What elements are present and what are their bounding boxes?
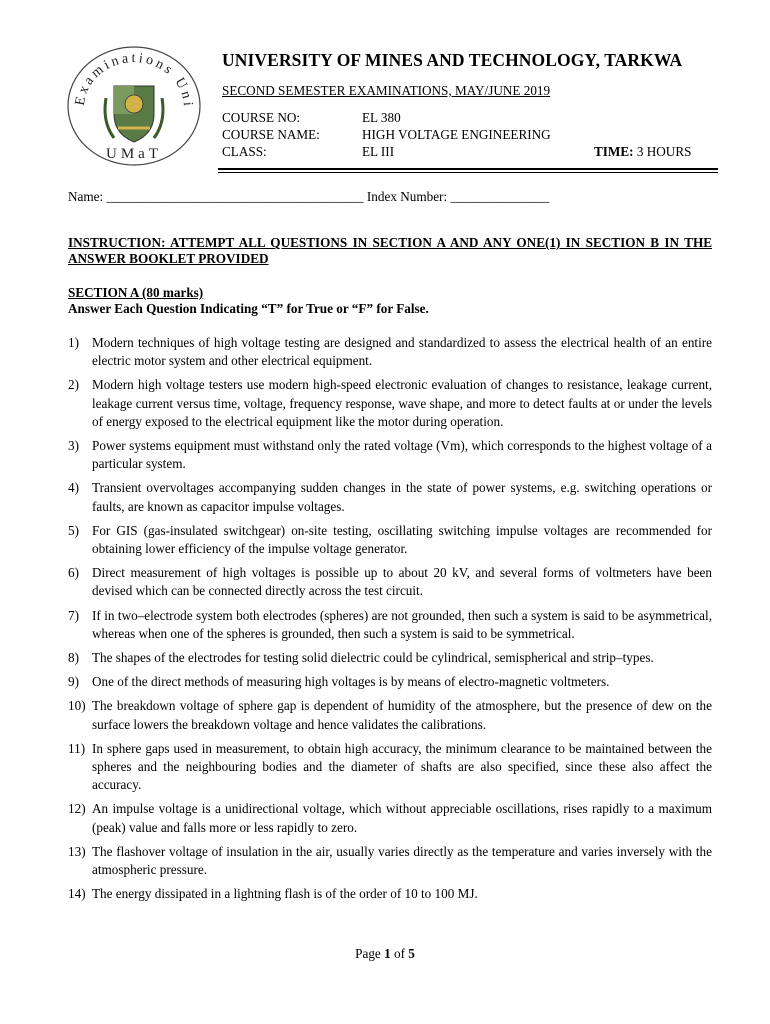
question-number: 11) [68, 740, 86, 756]
question-text: One of the direct methods of measuring high voltages is by means of electro-magnetic voltmeters. [92, 674, 610, 690]
question-text: The flashover voltage of insulation in the air, usually varies directly as the temperature and varies inversely with the atmospheric pressure. [92, 843, 712, 878]
time-value: 3 HOURS [636, 144, 692, 159]
question-number: 4) [68, 480, 79, 496]
question-number: 2) [68, 377, 79, 393]
section-a-title: SECTION A (80 marks) [68, 285, 204, 300]
question-text: Direct measurement of high voltages is possible up to about 20 kV, and several forms of voltmeters have been devised which can be connected directly across the test circuit. [92, 565, 712, 599]
page-footer [0, 946, 770, 962]
question-item [68, 607, 712, 643]
question-item [68, 649, 712, 667]
question-item [68, 479, 712, 515]
question-number: 5) [68, 522, 79, 538]
question-item [68, 522, 712, 558]
page-number: 1 [384, 946, 391, 961]
question-number: 1) [68, 335, 79, 350]
question-item [68, 564, 712, 600]
question-item [68, 697, 712, 733]
of-word: of [393, 946, 405, 961]
question-list [68, 334, 712, 909]
question-item [68, 740, 712, 795]
name-label: Name: [68, 189, 104, 204]
question-item [68, 376, 712, 431]
question-text: For GIS (gas-insulated switchgear) on-site testing, oscillating switching impulse voltages are recommended for obtaining lower efficiency of the impulse voltage generator. [92, 522, 712, 557]
logo-arc-text: Examinations Uni [72, 50, 196, 110]
question-text: Modern high voltage testers use modern high-speed electronic evaluation of changes to resistance, leakage current, leakage current versus time, voltage, frequency response, wave shape, and more to detect faults at or under the levels of energy exposed to the electrical equipment like the motor during operation. [92, 377, 712, 429]
course-no-label: COURSE NO: [222, 110, 301, 125]
question-text: The energy dissipated in a lightning flash is of the order of 10 to 100 MJ. [92, 886, 478, 902]
header-divider [218, 168, 718, 170]
question-item [68, 843, 712, 879]
logo-bottom-text: UMaT [106, 146, 162, 162]
question-item [68, 673, 712, 691]
question-number: 14) [68, 886, 86, 902]
question-item [68, 800, 712, 836]
question-item [68, 334, 712, 370]
exam-header [222, 50, 722, 99]
question-item [68, 885, 712, 903]
question-text: If in two–electrode system both electrodes (spheres) are not grounded, then such a system is said to be asymmetrical, whereas when one of the spheres is grounded, then such a system is said to be symmetrical. [92, 607, 712, 641]
question-item [68, 437, 712, 473]
time-label: TIME: [594, 144, 634, 159]
question-number: 12) [68, 801, 86, 817]
question-text: Modern techniques of high voltage testing are designed and standardized to assess the electrical health of an entire electric motor system and other electrical equipment. [92, 335, 712, 369]
class-label: CLASS: [222, 144, 267, 159]
time-allowed [594, 144, 691, 160]
course-no-value: EL 380 [362, 110, 401, 125]
question-text: An impulse voltage is a unidirectional voltage, which without appreciable oscillations, rises rapidly to a maximum (peak) value and falls more or less rapidly to zero. [92, 801, 712, 835]
class-value: EL III [362, 144, 395, 159]
header-divider-thin [218, 172, 718, 173]
question-number: 13) [68, 843, 86, 859]
section-a-instruction: Answer Each Question Indicating “T” for True or “F” for False. [68, 301, 429, 316]
question-text: Power systems equipment must withstand only the rated voltage (Vm), which corresponds to the highest voltage of a particular system. [92, 438, 712, 472]
question-number: 10) [68, 698, 86, 714]
instruction-text: INSTRUCTION: ATTEMPT ALL QUESTIONS IN SECTION A AND ANY ONE(1) IN SECTION B IN THE ANSWER BOOKLET PROVIDED [68, 235, 712, 266]
question-number: 7) [68, 607, 79, 623]
question-number: 8) [68, 650, 79, 666]
question-number: 3) [68, 438, 79, 454]
question-text: The shapes of the electrodes for testing solid dielectric could be cylindrical, semispherical and strip–types. [92, 650, 654, 666]
question-number: 9) [68, 674, 79, 690]
umat-examinations-logo [66, 42, 202, 166]
index-number-blank[interactable]: _______________ [450, 189, 550, 204]
semester-title: SECOND SEMESTER EXAMINATIONS, MAY/JUNE 2019 [222, 83, 551, 98]
page-total: 5 [408, 946, 415, 961]
university-name: UNIVERSITY OF MINES AND TECHNOLOGY, TARKWA [222, 50, 683, 70]
page-word: Page [355, 946, 381, 961]
question-text: In sphere gaps used in measurement, to obtain high accuracy, the minimum clearance to be maintained between the spheres and the neighbouring bodies and the diameter of shafts are also specified, since these also affect the accuracy. [92, 740, 712, 793]
question-text: The breakdown voltage of sphere gap is dependent of humidity of the atmosphere, but the presence of dew on the surface lowers the breakdown voltage and hence validates the calibrations. [92, 698, 712, 732]
student-details-line [68, 189, 549, 205]
question-text: Transient overvoltages accompanying sudden changes in the state of power systems, e.g. switching operations or faults, are known as capacitor impulse voltages. [92, 480, 712, 514]
question-number: 6) [68, 565, 79, 581]
name-blank[interactable]: _______________________________________ [106, 189, 364, 204]
course-name-label: COURSE NAME: [222, 127, 320, 142]
index-number-label: Index Number: [366, 189, 448, 204]
course-name-value: HIGH VOLTAGE ENGINEERING [362, 127, 551, 142]
